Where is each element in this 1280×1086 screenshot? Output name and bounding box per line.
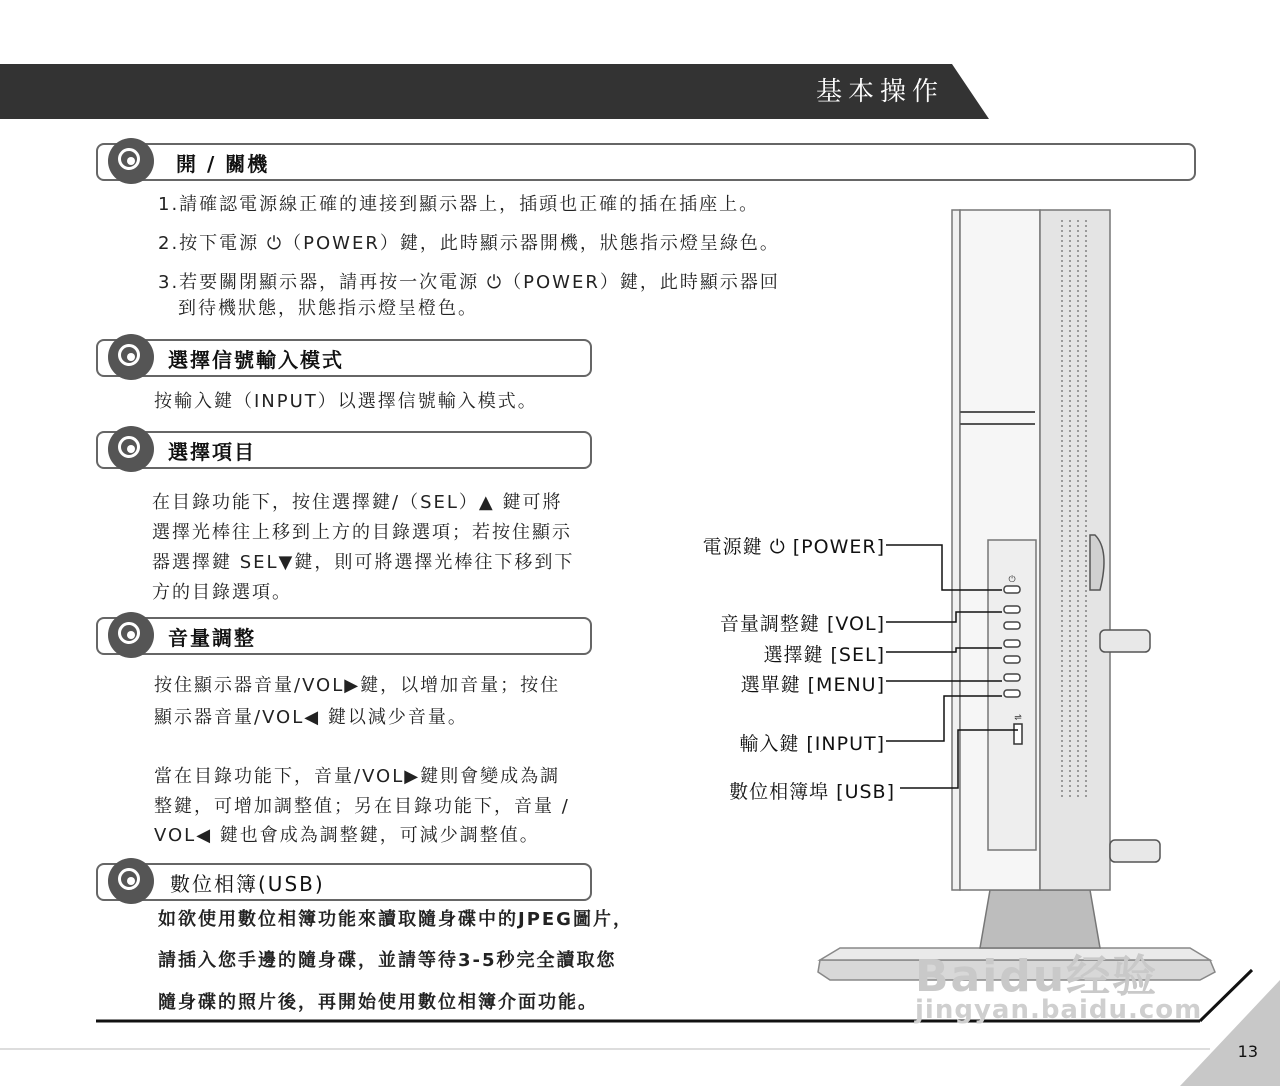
usb-text-3: 隨身碟的照片後，再開始使用數位相簿介面功能。 bbox=[158, 992, 598, 1013]
section-title-power: 開 / 關機 bbox=[176, 152, 270, 176]
select-text-1: 在目錄功能下，按住選擇鍵/（SEL）▲ 鍵可將 bbox=[152, 492, 563, 513]
header-banner-cutout bbox=[952, 64, 1280, 119]
section-title-input: 選擇信號輸入模式 bbox=[168, 348, 344, 372]
section-title-usb: 數位相簿(USB) bbox=[170, 872, 325, 896]
section-bullet-icon bbox=[108, 426, 154, 472]
label-power-button: 電源鍵 ⏻ [POWER] bbox=[702, 536, 885, 558]
svg-text:⇌: ⇌ bbox=[1014, 713, 1022, 723]
select-text-3: 器選擇鍵 SEL▼鍵，則可將選擇光棒往下移到下 bbox=[152, 552, 575, 573]
power-step-3a: 3.若要關閉顯示器，請再按一次電源 ⏻（POWER）鍵，此時顯示器回 bbox=[158, 272, 780, 293]
label-usb-port: 數位相簿埠 [USB] bbox=[729, 781, 895, 803]
select-text-2: 選擇光棒往上移到上方的目錄選項；若按住顯示 bbox=[152, 522, 572, 543]
input-text: 按輸入鍵（INPUT）以選擇信號輸入模式。 bbox=[154, 391, 538, 412]
select-text-4: 方的目錄選項。 bbox=[152, 582, 292, 603]
power-step-1: 1.請確認電源線正確的連接到顯示器上，插頭也正確的插在插座上。 bbox=[158, 194, 760, 215]
label-sel-button: 選擇鍵 [SEL] bbox=[763, 644, 885, 666]
volume-text-1: 按住顯示器音量/VOL▶鍵，以增加音量；按住 bbox=[154, 675, 561, 696]
section-bullet-icon bbox=[108, 858, 154, 904]
page-number: 13 bbox=[1237, 1042, 1258, 1061]
usb-text-2: 請插入您手邊的隨身碟，並請等待3-5秒完全讀取您 bbox=[158, 950, 617, 971]
watermark-url: jingyan.baidu.com bbox=[915, 995, 1203, 1025]
section-bullet-icon bbox=[108, 138, 154, 184]
label-vol-button: 音量調整鍵 [VOL] bbox=[719, 613, 885, 635]
svg-text:⏻: ⏻ bbox=[1008, 575, 1016, 585]
volume-text-2: 顯示器音量/VOL◀ 鍵以減少音量。 bbox=[154, 707, 468, 728]
volume-text-5: VOL◀ 鍵也會成為調整鍵，可減少調整值。 bbox=[154, 825, 540, 846]
page-title: 基本操作 bbox=[815, 77, 944, 107]
callout-leader-lines bbox=[880, 530, 1030, 810]
section-bullet-icon bbox=[108, 334, 154, 380]
label-menu-button: 選單鍵 [MENU] bbox=[740, 674, 885, 696]
volume-text-3: 當在目錄功能下，音量/VOL▶鍵則會變成為調 bbox=[154, 766, 561, 787]
watermark-logo: Baidu经验 bbox=[915, 951, 1159, 1002]
usb-text-1: 如欲使用數位相簿功能來讀取隨身碟中的JPEG圖片， bbox=[158, 909, 633, 930]
volume-text-4: 整鍵，可增加調整值；另在目錄功能下，音量 / bbox=[154, 796, 570, 817]
section-title-volume: 音量調整 bbox=[168, 626, 256, 650]
power-step-2: 2.按下電源 ⏻（POWER）鍵，此時顯示器開機，狀態指示燈呈綠色。 bbox=[158, 233, 780, 254]
power-step-3b: 到待機狀態，狀態指示燈呈橙色。 bbox=[178, 298, 478, 319]
label-input-button: 輸入鍵 [INPUT] bbox=[739, 733, 885, 755]
section-title-select: 選擇項目 bbox=[168, 440, 256, 464]
section-bullet-icon bbox=[108, 612, 154, 658]
